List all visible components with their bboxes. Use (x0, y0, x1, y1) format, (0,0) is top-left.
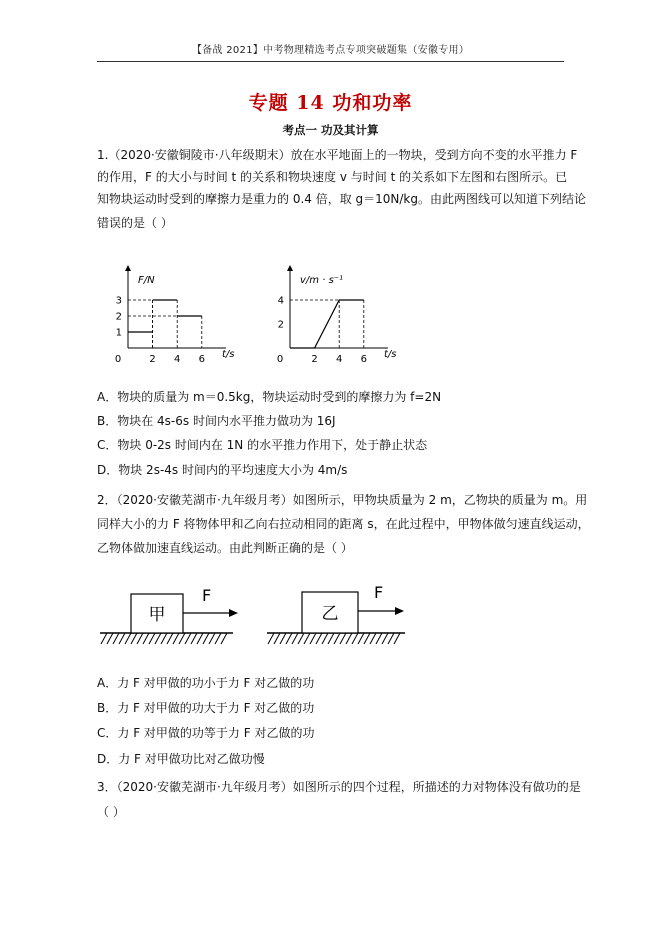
v-x-tick-2: 2 (311, 354, 318, 365)
force-label-right: F (374, 583, 384, 602)
hatch-mark (149, 633, 155, 644)
q2-option-a: A．力 F 对甲做的功小于力 F 对乙做的功 (97, 676, 315, 690)
arrowhead-right (395, 607, 404, 615)
q3-line-1: 3．（2020·安徽芜湖市·九年级月考）如图所示的四个过程，所描述的力对物体没有做功的是 (97, 780, 581, 794)
q1-option-a: A．物块的质量为 m＝0.5kg，物块运动时受到的摩擦力为 f=2N (97, 390, 442, 404)
hatch-mark (346, 633, 352, 644)
hatch-mark (286, 633, 292, 644)
hatch-mark (382, 633, 388, 644)
q2-line-2: 同样大小的力 F 将物体甲和乙向右拉动相同的距离 s，在此过程中，甲物体做匀速直线运动， (97, 517, 590, 531)
hatch-mark (370, 633, 376, 644)
hatch-mark (137, 633, 143, 644)
page-header: 【备战 2021】中考物理精选考点专项突破题集（安徽专用） (191, 45, 470, 56)
v-y-tick-2: 2 (277, 319, 284, 331)
hatch-mark (304, 633, 310, 644)
hatch-mark (221, 633, 227, 644)
hatch-mark (179, 633, 185, 644)
hatch-mark (191, 633, 197, 644)
hatch-mark (119, 633, 125, 644)
hatch-mark (125, 633, 131, 644)
f-y-tick-2: 2 (115, 311, 122, 323)
hatch-mark (292, 633, 298, 644)
f-y-tick-1: 1 (115, 327, 122, 339)
hatch-mark (394, 633, 400, 644)
hatch-mark (143, 633, 149, 644)
hatch-mark (101, 633, 107, 644)
hatch-mark (340, 633, 346, 644)
hatch-mark (328, 633, 334, 644)
ground-hatch-left (101, 633, 227, 644)
hatch-mark (203, 633, 209, 644)
q3-line-2: （ ） (97, 805, 125, 819)
f-x-tick-6: 6 (198, 354, 205, 365)
f-y-tick-3: 3 (115, 295, 122, 307)
v-ylabel: v/m · s⁻¹ (300, 275, 344, 286)
hatch-mark (364, 633, 370, 644)
f-ylabel: F/N (138, 275, 155, 286)
hatch-mark (376, 633, 382, 644)
velocity-time-graph (270, 265, 405, 365)
ground-hatch-right (268, 633, 400, 644)
hatch-mark (316, 633, 322, 644)
page-title: 专题 14 功和功率 (248, 92, 413, 114)
q2-line-3: 乙物体做加速直线运动。由此判断正确的是（ ） (97, 541, 353, 555)
f-x-tick-2: 2 (149, 354, 156, 365)
hatch-mark (274, 633, 280, 644)
v-x-tick-4: 4 (336, 354, 343, 365)
hatch-mark (322, 633, 328, 644)
block-jia-label: 甲 (148, 605, 166, 625)
q1-option-b: B．物块在 4s-6s 时间内水平推力做功为 16J (97, 414, 336, 428)
v-y-arrow (287, 265, 293, 271)
hatch-mark (185, 633, 191, 644)
hatch-mark (167, 633, 173, 644)
q2-option-b: B．力 F 对甲做的功大于力 F 对乙做的功 (97, 701, 315, 715)
q1-option-d: D．物块 2s-4s 时间内的平均速度大小为 4m/s (97, 463, 348, 477)
q2-option-d: D．力 F 对甲做功比对乙做功慢 (97, 752, 265, 766)
hatch-mark (107, 633, 113, 644)
hatch-mark (197, 633, 203, 644)
arrowhead-left (229, 609, 238, 617)
hatch-mark (161, 633, 167, 644)
hatch-mark (388, 633, 394, 644)
header-divider (97, 61, 564, 62)
v-xlabel: t/s (384, 349, 397, 360)
hatch-mark (113, 633, 119, 644)
hatch-mark (268, 633, 274, 644)
hatch-mark (358, 633, 364, 644)
f-x-tick-4: 4 (174, 354, 181, 365)
hatch-mark (215, 633, 221, 644)
q1-option-c: C．物块 0-2s 时间内在 1N 的水平推力作用下，处于静止状态 (97, 438, 428, 452)
hatch-mark (155, 633, 161, 644)
block-yi-label: 乙 (321, 604, 339, 624)
hatch-mark (131, 633, 137, 644)
force-time-graph (108, 265, 243, 365)
v-x-tick-0: 0 (276, 354, 284, 365)
v-x-tick-6: 6 (360, 354, 367, 365)
blocks-figure (95, 578, 445, 660)
q2-option-c: C．力 F 对甲做的功等于力 F 对乙做的功 (97, 726, 315, 740)
q1-line-2: 的作用，F 的大小与时间 t 的关系和物块速度 v 与时间 t 的关系如下左图和右图所示。已 (97, 170, 568, 184)
q1-line-4: 错误的是（ ） (97, 216, 173, 230)
hatch-mark (334, 633, 340, 644)
v-series-line (290, 300, 364, 348)
v-y-tick-4: 4 (277, 295, 284, 307)
hatch-mark (310, 633, 316, 644)
hatch-mark (173, 633, 179, 644)
force-label-left: F (202, 586, 212, 605)
hatch-mark (352, 633, 358, 644)
q1-line-3: 知物块运动时受到的摩擦力是重力的 0.4 倍，取 g＝10N/kg。由此两图线可以知道下列结论 (97, 192, 587, 206)
hatch-mark (280, 633, 286, 644)
section-heading: 考点一 功及其计算 (282, 123, 379, 137)
hatch-mark (209, 633, 215, 644)
q2-line-1: 2．（2020·安徽芜湖市·九年级月考）如图所示，甲物块质量为 2 m，乙物块的质量为 m。用 (97, 493, 588, 507)
q1-line-1: 1.（2020·安徽铜陵市·八年级期末）放在水平地面上的一物块，受到方向不变的水平推力 F (97, 148, 578, 162)
f-y-arrow (125, 265, 131, 271)
f-x-tick-0: 0 (114, 354, 122, 365)
hatch-mark (298, 633, 304, 644)
f-xlabel: t/s (222, 349, 235, 360)
